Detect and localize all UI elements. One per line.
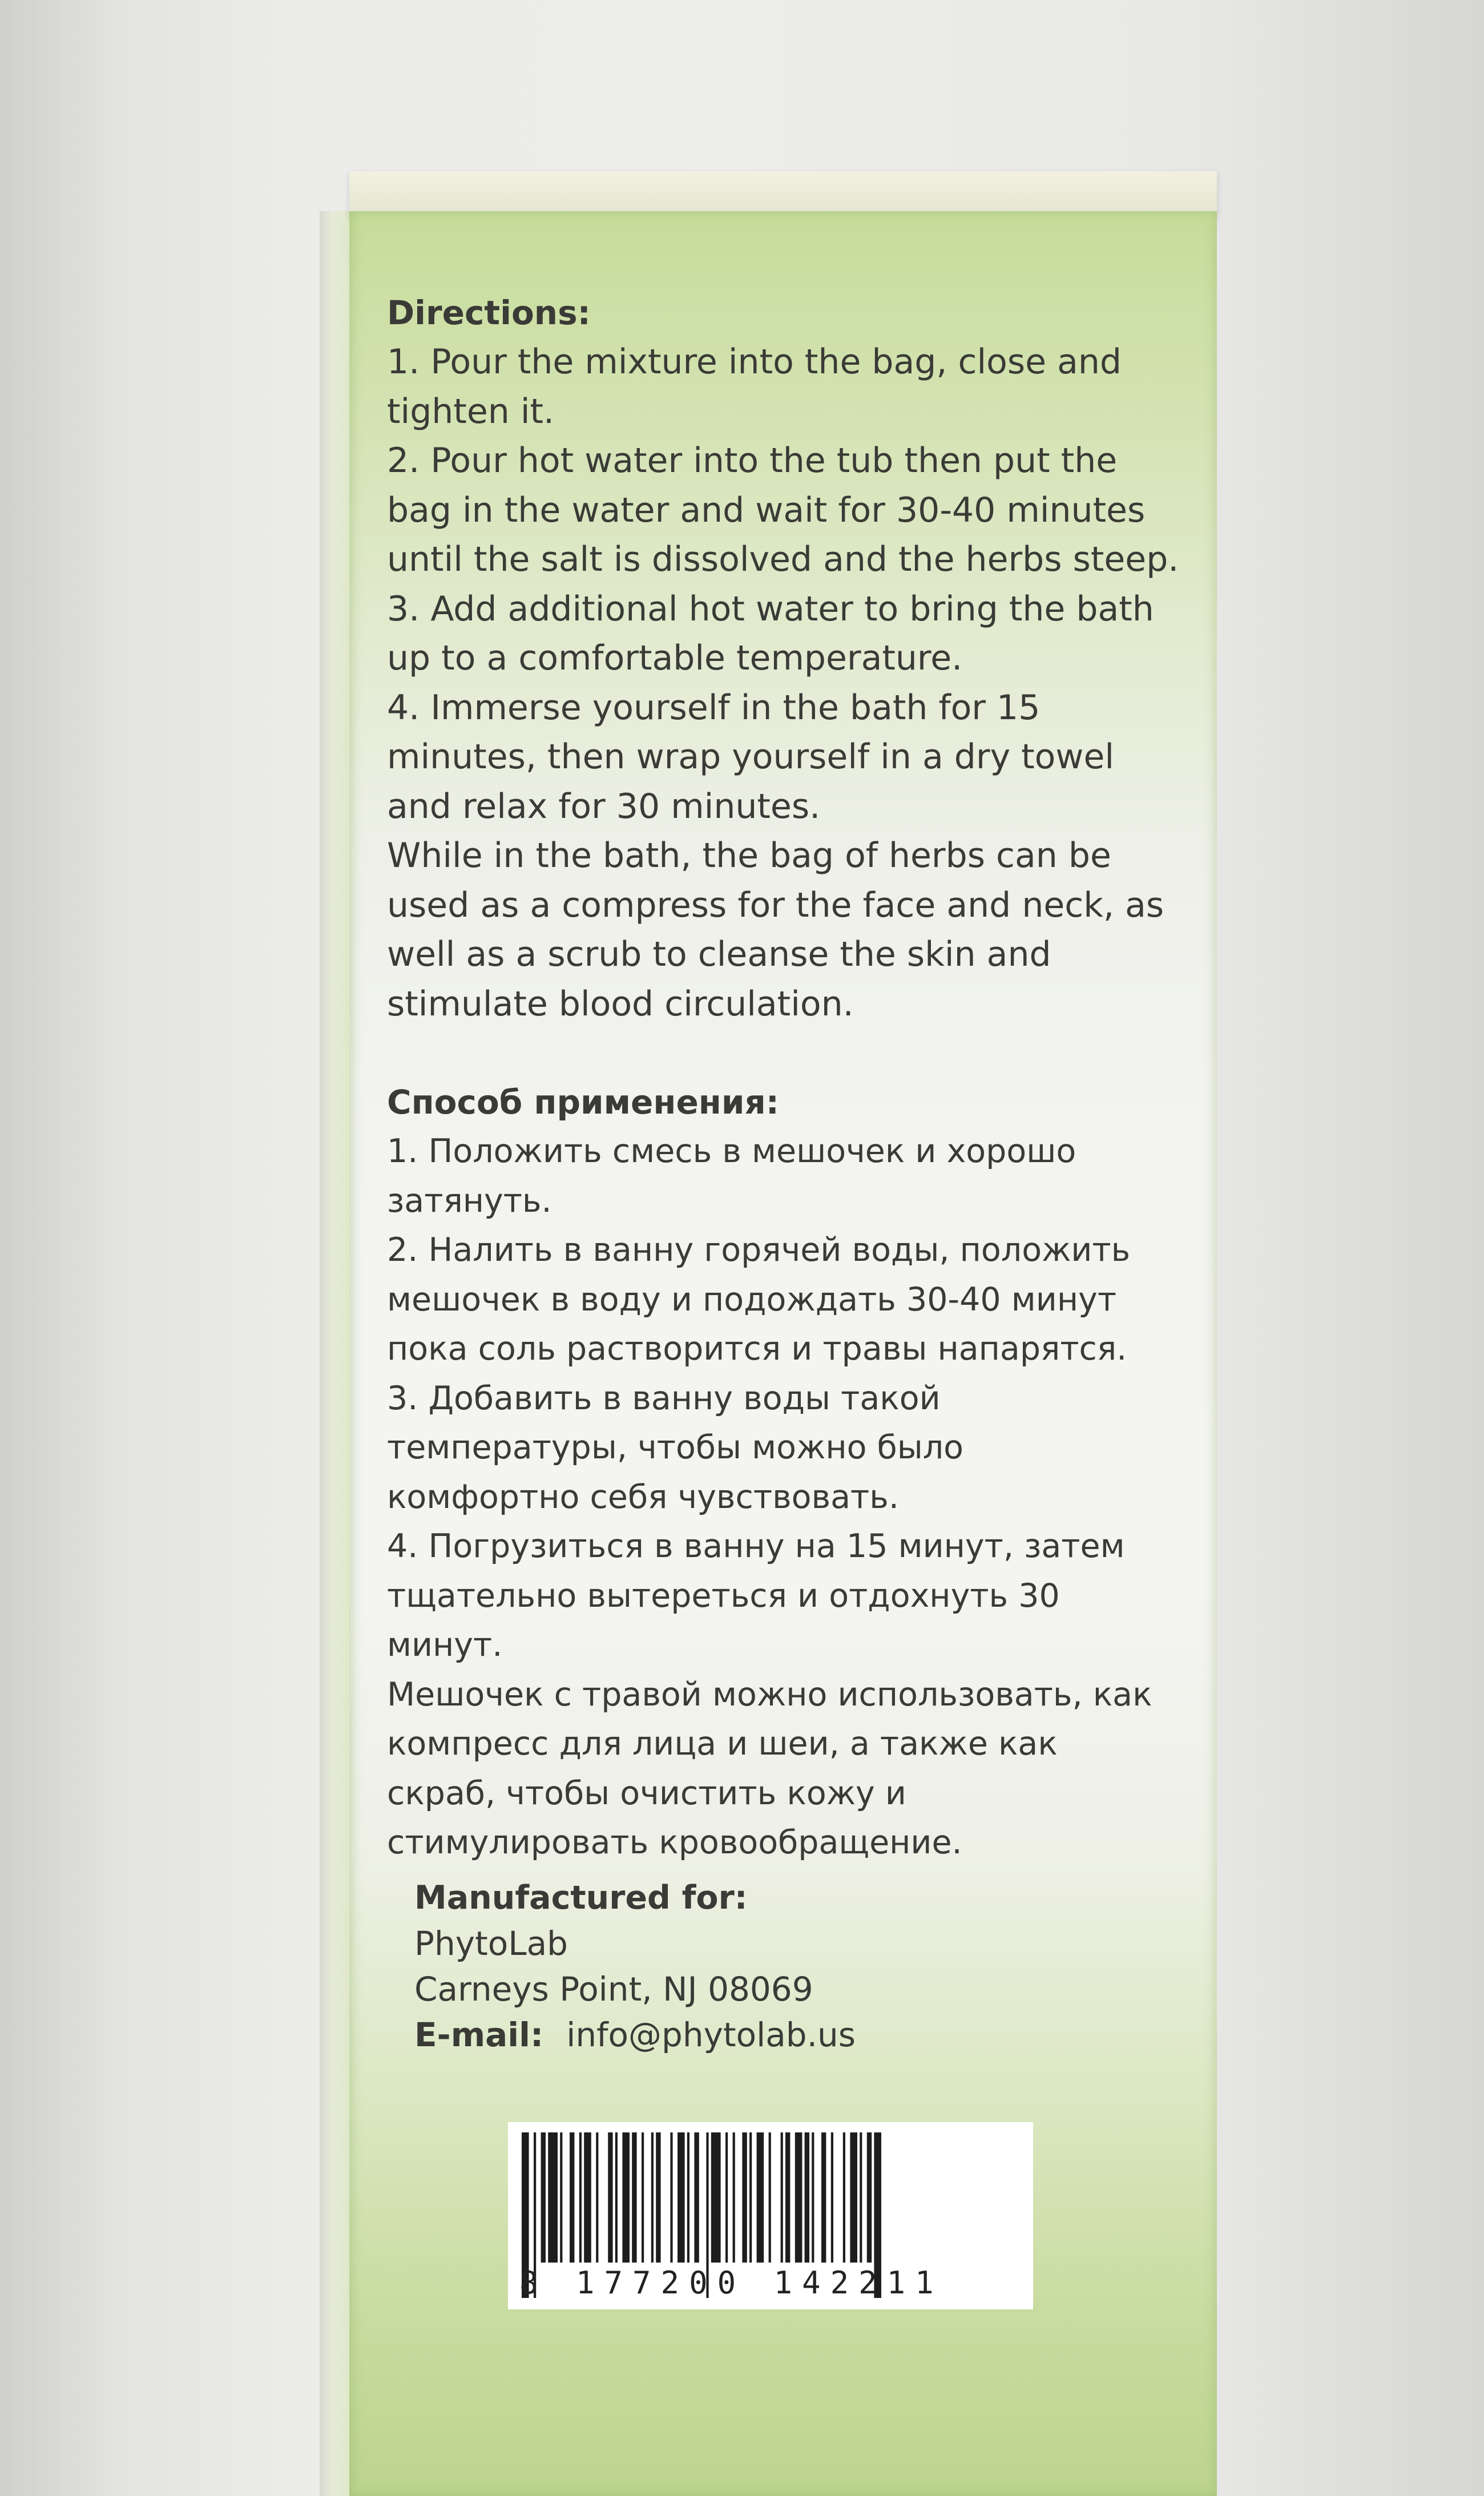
directions-ru-line: пока соль растворится и травы напарятся. [387,1330,1127,1368]
directions-ru-line: комфортно себя чувствовать. [387,1478,899,1516]
directions-ru-line: 4. Погрузиться в ванну на 15 минут, затем [387,1527,1125,1565]
barcode-bar [622,2132,630,2263]
barcode-bar [687,2132,689,2263]
directions-line: up to a comfortable temperature. [387,638,963,678]
email-label: E-mail: [414,2015,544,2054]
directions-ru-line: стимулировать кровообращение. [387,1824,962,1861]
barcode-bar [560,2132,562,2263]
barcode-bar [821,2132,826,2263]
directions-line: tighten it. [387,391,555,432]
barcode-bar [642,2132,644,2263]
barcode-bar [831,2132,833,2263]
barcode-bar [596,2132,598,2263]
directions-ru-line: компресс для лица и шеи, а также как [387,1725,1058,1763]
box-side-edge [320,211,352,2496]
directions-line: used as a compress for the face and neck, as [387,885,1164,925]
directions-ru-line: 1. Положить смесь в мешочек и хорошо [387,1132,1076,1170]
barcode-bar [749,2132,752,2263]
barcode-bar [785,2132,790,2263]
barcode-bar [548,2132,558,2263]
barcode-bar [805,2132,809,2263]
directions-line: While in the bath, the bag of herbs can be [387,836,1111,876]
directions-ru-line: затянуть. [387,1182,552,1220]
directions-line: 1. Pour the mixture into the bag, close and [387,342,1122,382]
directions-ru-line: тщательно вытереться и отдохнуть 30 [387,1576,1060,1615]
box-top-flap [349,171,1217,217]
barcode-bar [615,2132,618,2263]
directions-line: and relax for 30 minutes. [387,786,821,826]
barcode-bar [867,2132,872,2263]
barcode-bar [632,2132,636,2263]
barcode-bar [860,2132,862,2263]
directions-ru-section [387,1078,1197,1868]
barcode-bar [570,2132,574,2263]
directions-section [387,288,1197,1029]
email-address: info@phytolab.us [566,2015,856,2054]
barcode-digits: 8 177200 142211 [519,2265,943,2301]
directions-ru-line: температуры, чтобы можно было [387,1429,964,1466]
barcode-bar [781,2132,783,2263]
barcode-bar [584,2132,591,2263]
directions-line: 4. Immerse yourself in the bath for 15 [387,687,1041,728]
manufacturer-info [414,1875,856,2058]
barcode-bar [656,2132,660,2263]
directions-line: well as a scrub to cleanse the skin and [387,934,1051,974]
directions-ru-line: скраб, чтобы очистить кожу и [387,1774,906,1812]
barcode-bar [812,2132,814,2263]
directions-ru-line: Мешочек с травой можно использовать, как [387,1675,1152,1713]
barcode-bar [850,2132,857,2263]
barcode-bar [711,2132,721,2263]
directions-ru-line: мешочек в воду и подождать 30-40 минут [387,1280,1117,1318]
barcode-bar [694,2132,699,2263]
manufacturer-name: PhytoLab [414,1924,568,1963]
directions-line: bag in the water and wait for 30-40 minutes [387,490,1146,530]
directions-ru-title: Способ применения: [387,1083,779,1122]
barcode-bar [541,2132,546,2263]
directions-ru-line: 3. Добавить в ванну воды такой [387,1379,941,1417]
barcode-bar [769,2132,771,2263]
barcode-bar [678,2132,685,2263]
directions-line: 3. Add additional hot water to bring the bath [387,588,1154,629]
directions-ru-line: 2. Налить в ванну горячей воды, положить [387,1231,1131,1269]
manufacturer-address: Carneys Point, NJ 08069 [414,1970,813,2009]
barcode-bar [651,2132,654,2263]
directions-lines [387,337,1197,1029]
barcode-bar [725,2132,728,2263]
barcode [508,2122,1033,2309]
directions-line: until the salt is dissolved and the herbs steep. [387,539,1179,579]
directions-line: 2. Pour hot water into the tub then put the [387,441,1118,481]
barcode-bar [733,2132,735,2263]
barcode-bar [579,2132,582,2263]
barcode-bar [608,2132,612,2263]
barcode-bar [795,2132,803,2263]
manufacturer-title: Manufactured for: [414,1879,748,1917]
directions-ru-line: минут. [387,1626,503,1664]
directions-ru-lines [387,1127,1197,1868]
directions-line: minutes, then wrap yourself in a dry towel [387,737,1115,777]
instructions-text [387,288,1197,1868]
barcode-bar [742,2132,747,2263]
barcode-bar [757,2132,764,2263]
email-row [414,2012,856,2058]
directions-title: Directions: [387,293,591,332]
barcode-bar [843,2132,845,2263]
directions-line: stimulate blood circulation. [387,983,854,1024]
barcode-bar [670,2132,672,2263]
